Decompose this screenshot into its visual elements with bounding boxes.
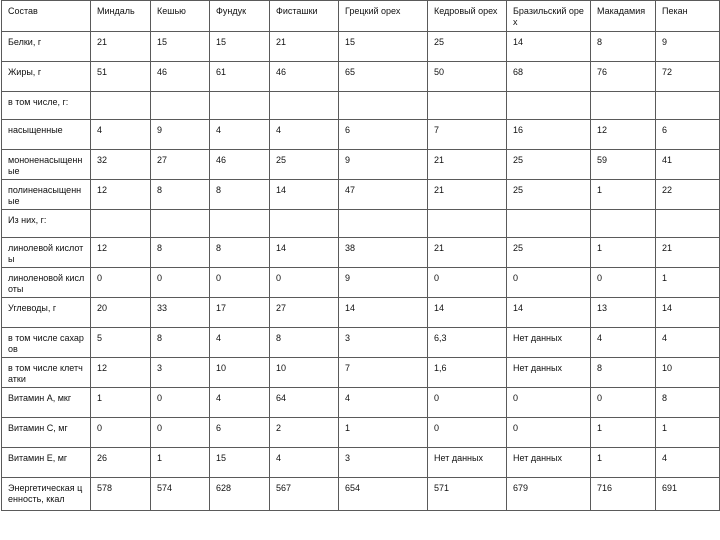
table-cell: 17 — [210, 298, 270, 328]
table-cell — [428, 210, 507, 238]
table-row — [2, 478, 720, 511]
table-cell — [656, 210, 720, 238]
table-cell: 10 — [270, 358, 339, 388]
row-label: Из них, г: — [2, 210, 91, 238]
table-cell: 5 — [91, 328, 151, 358]
table-cell: 21 — [91, 32, 151, 62]
table-cell: 4 — [91, 120, 151, 150]
table-row — [2, 210, 720, 238]
row-label: Белки, г — [2, 32, 91, 62]
column-header: Кедровый орех — [428, 1, 507, 32]
table-row — [2, 268, 720, 298]
table-cell: 15 — [210, 32, 270, 62]
table-row — [2, 150, 720, 180]
row-label: Витамин С, мг — [2, 418, 91, 448]
table-cell: 0 — [428, 418, 507, 448]
table-cell: 15 — [339, 32, 428, 62]
table-cell — [591, 92, 656, 120]
table-cell: 0 — [151, 418, 210, 448]
table-cell: 27 — [270, 298, 339, 328]
column-header: Макадамия — [591, 1, 656, 32]
row-label: Углеводы, г — [2, 298, 91, 328]
table-cell: 1 — [91, 388, 151, 418]
table-cell: 68 — [507, 62, 591, 92]
table-row — [2, 62, 720, 92]
table-row — [2, 358, 720, 388]
table-cell — [270, 210, 339, 238]
table-row — [2, 328, 720, 358]
table-cell: 6 — [656, 120, 720, 150]
table-cell: 46 — [210, 150, 270, 180]
table-cell — [591, 210, 656, 238]
table-cell: 15 — [151, 32, 210, 62]
table-cell: 59 — [591, 150, 656, 180]
row-label: Витамин Е, мг — [2, 448, 91, 478]
table-cell: 25 — [507, 180, 591, 210]
table-cell: 654 — [339, 478, 428, 511]
table-cell: 25 — [507, 238, 591, 268]
table-cell: 8 — [151, 238, 210, 268]
table-cell: 1 — [591, 180, 656, 210]
table-row — [2, 388, 720, 418]
table-cell: 1,6 — [428, 358, 507, 388]
table-cell: 567 — [270, 478, 339, 511]
table-cell: Нет данных — [507, 328, 591, 358]
table-cell — [151, 210, 210, 238]
table-row — [2, 92, 720, 120]
table-row — [2, 238, 720, 268]
table-cell: 14 — [339, 298, 428, 328]
table-cell: 0 — [270, 268, 339, 298]
table-cell — [210, 210, 270, 238]
table-cell: 0 — [591, 388, 656, 418]
table-cell: 38 — [339, 238, 428, 268]
column-header: Бразильский орех — [507, 1, 591, 32]
table-cell: 8 — [210, 238, 270, 268]
table-cell: 0 — [91, 418, 151, 448]
table-cell: 9 — [656, 32, 720, 62]
table-cell: 22 — [656, 180, 720, 210]
row-label: Энергетическая ценность, ккал — [2, 478, 91, 511]
table-cell: 4 — [656, 328, 720, 358]
table-cell: 13 — [591, 298, 656, 328]
table-cell: Нет данных — [428, 448, 507, 478]
table-cell: 1 — [591, 448, 656, 478]
row-label: Витамин А, мкг — [2, 388, 91, 418]
table-cell: 21 — [428, 180, 507, 210]
table-cell: 9 — [339, 268, 428, 298]
table-cell: 691 — [656, 478, 720, 511]
table-cell: 21 — [270, 32, 339, 62]
nutrition-table — [1, 0, 720, 511]
table-cell: 1 — [339, 418, 428, 448]
table-cell: 578 — [91, 478, 151, 511]
table-cell: 0 — [91, 268, 151, 298]
table-cell: 3 — [339, 328, 428, 358]
table-cell: 0 — [210, 268, 270, 298]
column-header: Состав — [2, 1, 91, 32]
table-row — [2, 418, 720, 448]
column-header: Кешью — [151, 1, 210, 32]
table-cell: 27 — [151, 150, 210, 180]
table-cell: 25 — [270, 150, 339, 180]
column-header: Пекан — [656, 1, 720, 32]
table-cell: 7 — [428, 120, 507, 150]
table-cell: 14 — [270, 238, 339, 268]
table-cell: 8 — [151, 328, 210, 358]
table-cell — [91, 210, 151, 238]
row-label: линоленовой кислоты — [2, 268, 91, 298]
table-cell: 16 — [507, 120, 591, 150]
table-cell: 33 — [151, 298, 210, 328]
table-cell: 25 — [507, 150, 591, 180]
table-cell: 61 — [210, 62, 270, 92]
table-cell: 0 — [151, 268, 210, 298]
table-cell: 9 — [339, 150, 428, 180]
row-label: полиненасыщенные — [2, 180, 91, 210]
header-row — [2, 1, 720, 32]
table-cell: 679 — [507, 478, 591, 511]
table-cell: 4 — [591, 328, 656, 358]
table-cell — [507, 92, 591, 120]
table-cell: Нет данных — [507, 448, 591, 478]
table-cell: 12 — [591, 120, 656, 150]
table-cell: 2 — [270, 418, 339, 448]
table-cell: 4 — [210, 388, 270, 418]
row-label: в том числе, г: — [2, 92, 91, 120]
table-cell: 26 — [91, 448, 151, 478]
table-cell: 8 — [656, 388, 720, 418]
row-label: мононенасыщенные — [2, 150, 91, 180]
table-cell — [339, 92, 428, 120]
table-cell: 571 — [428, 478, 507, 511]
table-cell — [270, 92, 339, 120]
table-cell: 64 — [270, 388, 339, 418]
table-cell: 1 — [656, 418, 720, 448]
row-label: насыщенные — [2, 120, 91, 150]
table-cell: 6,3 — [428, 328, 507, 358]
table-cell: 6 — [210, 418, 270, 448]
table-cell: 6 — [339, 120, 428, 150]
table-cell: 0 — [428, 268, 507, 298]
table-cell — [339, 210, 428, 238]
row-label: в том числе клетчатки — [2, 358, 91, 388]
table-cell: 4 — [656, 448, 720, 478]
table-cell: 1 — [151, 448, 210, 478]
table-cell — [151, 92, 210, 120]
table-cell: 8 — [270, 328, 339, 358]
table-cell: 12 — [91, 358, 151, 388]
table-cell: 4 — [339, 388, 428, 418]
table-cell: 0 — [151, 388, 210, 418]
table-cell: 76 — [591, 62, 656, 92]
table-cell: 8 — [210, 180, 270, 210]
table-cell: 32 — [91, 150, 151, 180]
table-cell: 716 — [591, 478, 656, 511]
table-cell: 20 — [91, 298, 151, 328]
table-cell: 14 — [270, 180, 339, 210]
table-cell: 4 — [210, 120, 270, 150]
table-cell: 4 — [270, 448, 339, 478]
column-header: Фисташки — [270, 1, 339, 32]
table-cell: 10 — [210, 358, 270, 388]
column-header: Грецкий орех — [339, 1, 428, 32]
table-cell: 3 — [339, 448, 428, 478]
table-cell: 21 — [428, 238, 507, 268]
table-cell: 0 — [428, 388, 507, 418]
table-row — [2, 448, 720, 478]
table-cell: 25 — [428, 32, 507, 62]
table-row — [2, 180, 720, 210]
table-row — [2, 298, 720, 328]
table-cell — [91, 92, 151, 120]
row-label: Жиры, г — [2, 62, 91, 92]
table-cell: 12 — [91, 238, 151, 268]
table-cell — [428, 92, 507, 120]
table-cell: 21 — [656, 238, 720, 268]
table-cell: 3 — [151, 358, 210, 388]
table-cell — [656, 92, 720, 120]
column-header: Фундук — [210, 1, 270, 32]
table-cell: 12 — [91, 180, 151, 210]
table-cell: 0 — [591, 268, 656, 298]
table-cell: 14 — [507, 298, 591, 328]
table-cell: 41 — [656, 150, 720, 180]
table-cell: 1 — [591, 238, 656, 268]
table-cell: 628 — [210, 478, 270, 511]
table-cell: 47 — [339, 180, 428, 210]
table-cell: 50 — [428, 62, 507, 92]
table-cell: 15 — [210, 448, 270, 478]
table-cell: 51 — [91, 62, 151, 92]
row-label: линолевой кислоты — [2, 238, 91, 268]
table-cell: 72 — [656, 62, 720, 92]
table-cell: Нет данных — [507, 358, 591, 388]
table-cell: 14 — [656, 298, 720, 328]
table-cell: 0 — [507, 388, 591, 418]
table-cell: 14 — [428, 298, 507, 328]
table-cell: 0 — [507, 268, 591, 298]
table-cell: 1 — [656, 268, 720, 298]
table-cell: 574 — [151, 478, 210, 511]
table-cell: 9 — [151, 120, 210, 150]
row-label: в том числе сахаров — [2, 328, 91, 358]
table-cell: 14 — [507, 32, 591, 62]
column-header: Миндаль — [91, 1, 151, 32]
table-cell: 0 — [507, 418, 591, 448]
table-cell: 8 — [591, 32, 656, 62]
table-cell — [507, 210, 591, 238]
table-cell: 7 — [339, 358, 428, 388]
table-cell: 8 — [151, 180, 210, 210]
table-cell: 46 — [270, 62, 339, 92]
table-row — [2, 32, 720, 62]
table-cell — [210, 92, 270, 120]
table-cell: 4 — [210, 328, 270, 358]
table-cell: 4 — [270, 120, 339, 150]
table-cell: 1 — [591, 418, 656, 448]
table-cell: 21 — [428, 150, 507, 180]
table-cell: 10 — [656, 358, 720, 388]
table-cell: 46 — [151, 62, 210, 92]
table-cell: 65 — [339, 62, 428, 92]
table-row — [2, 120, 720, 150]
table-cell: 8 — [591, 358, 656, 388]
